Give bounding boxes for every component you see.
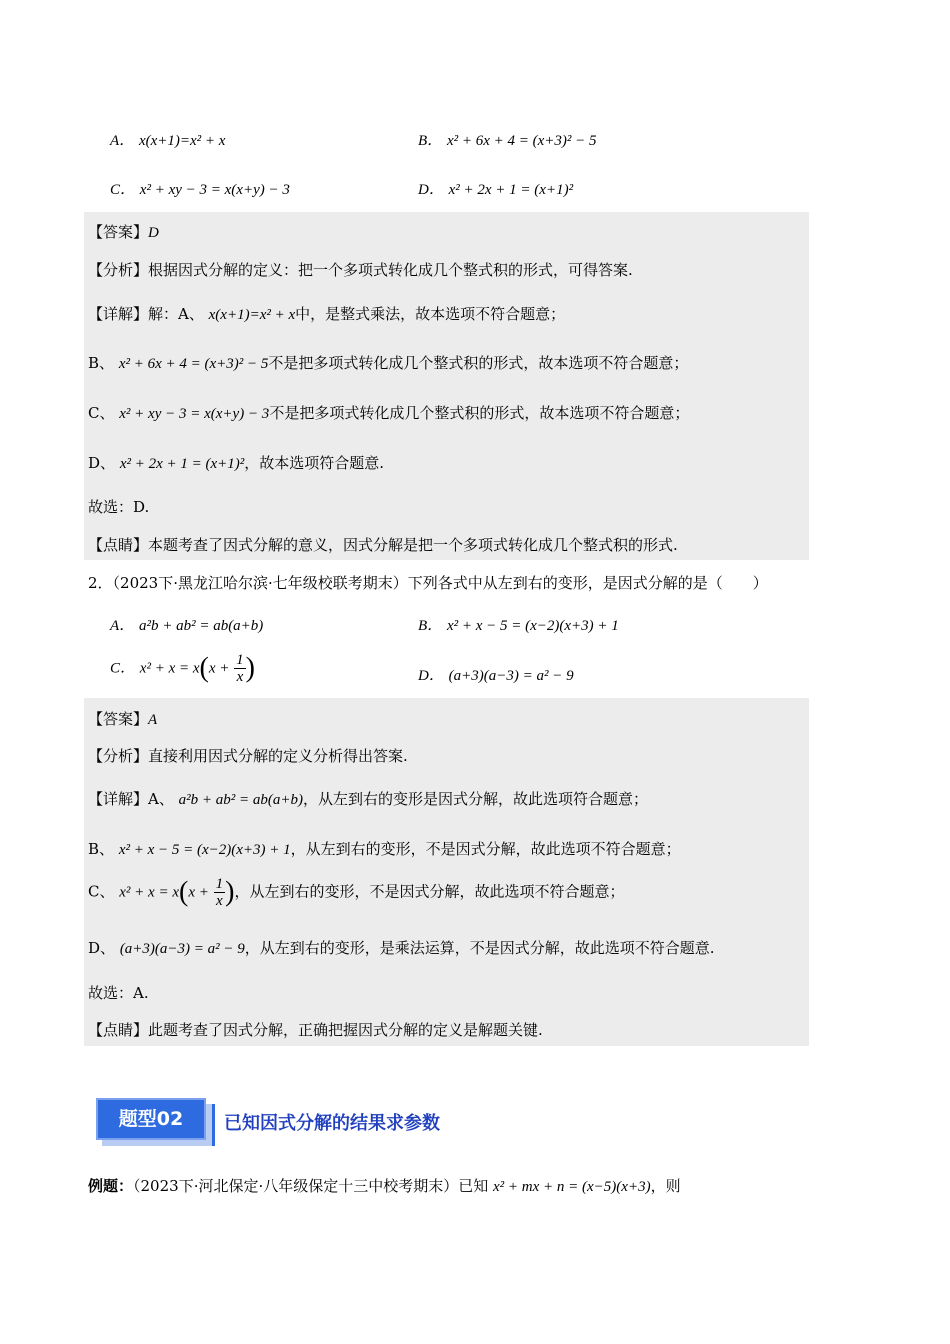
q1-option-c [110,178,290,199]
answer-value: A [148,712,158,728]
detail-expr: x² + 6x + 4 = (x+3)² − 5 [118,356,269,372]
detail-expr: x² + xy − 3 = x(x+y) − 3 [119,406,270,422]
detail-tag: 【详解】 [88,790,149,808]
q2-option-d [418,664,574,685]
analysis-text: 根据因式分解的定义：把一个多项式转化成几个整式积的形式，可得答案. [148,261,633,279]
detail-expr: x(x+1)=x² + x [208,307,296,323]
q1-option-d [418,178,573,199]
q2-stem: 2．（2023下·黑龙江哈尔滨·七年级校联考期末）下列各式中从左到右的变形，是因式分解的是（ ） [88,574,768,592]
option-label: D． [418,668,444,684]
section-title: 已知因式分解的结果求参数 [224,1113,440,1134]
example-line: 例题：（2023下·河北保定·八年级保定十三中校考期末）已知 x² + mx + n = (x−5)(x+3)，则 [88,1177,681,1195]
option-label: A． [110,133,135,149]
comment-tag: 【点睛】 [88,536,149,554]
badge-label: 题型02 [96,1098,206,1140]
option-label: B． [418,618,443,634]
q1-detail-line-4: D、 x² + 2x + 1 = (x+1)²，故本选项符合题意. [88,454,385,472]
option-expr: x(x+1)=x² + x [138,133,226,149]
section-badge [96,1098,212,1146]
example-expr: x² + mx + n = (x−5)(x+3) [493,1179,651,1195]
option-label: D． [418,182,444,198]
q2-analysis [88,745,408,766]
detail-tag: 【详解】 [88,305,149,323]
option-expr: (a+3)(a−3) = a² − 9 [448,668,574,684]
option-expr: x² + x = x [139,660,200,677]
comment-tag: 【点睛】 [88,1021,149,1039]
option-expr: x² + 2x + 1 = (x+1)² [448,182,574,198]
analysis-tag: 【分析】 [88,261,149,279]
example-text: （2023下·河北保定·八年级保定十三中校考期末）已知 [133,1177,489,1195]
option-label: A． [110,618,135,634]
detail-expr: x² + x − 5 = (x−2)(x+3) + 1 [118,842,291,858]
detail-expr: x² + x = x [119,884,179,901]
option-expr: x² + xy − 3 = x(x+y) − 3 [139,182,290,198]
analysis-tag: 【分析】 [88,747,149,765]
detail-expr: (a+3)(a−3) = a² − 9 [119,941,245,957]
q1-answer [88,221,159,242]
detail-expr: x² + 2x + 1 = (x+1)² [119,456,245,472]
option-expr: a²b + ab² = ab(a+b) [138,618,264,634]
q1-choose: 故选：D. [88,498,150,516]
q2-detail-line-3: C、 x² + x = x(x + $\frac{1}{x}$ )，从左到右的变形，不是因式分解，故此选项不符合题意； [88,876,625,909]
q2-option-c: C． x² + x = x(x + $\frac{1}{x}$ ) [110,652,255,685]
q2-option-a [110,614,263,635]
option-label: C． [110,182,136,198]
example-label: 例题： [88,1177,134,1195]
q1-detail-line-3: C、 x² + xy − 3 = x(x+y) − 3不是把多项式转化成几个整式积的形式，故本选项不符合题意； [88,404,690,422]
q2-choose: 故选：A. [88,984,149,1002]
analysis-text: 直接利用因式分解的定义分析得出答案. [148,747,408,765]
q1-detail-line-2: B、 x² + 6x + 4 = (x+3)² − 5不是把多项式转化成几个整式积的形式，故本选项不符合题意； [88,354,689,372]
option-expr: x² + x − 5 = (x−2)(x+3) + 1 [446,618,619,634]
option-expr: x² + 6x + 4 = (x+3)² − 5 [446,133,597,149]
answer-value: D [148,225,159,241]
option-label: B． [418,133,443,149]
q1-comment [88,534,678,555]
option-label: C． [110,660,136,677]
comment-text: 本题考查了因式分解的意义，因式分解是把一个多项式转化成几个整式积的形式. [148,536,678,554]
answer-tag: 【答案】 [88,223,149,241]
answer-tag: 【答案】 [88,710,149,728]
q2-detail-line-2: B、 x² + x − 5 = (x−2)(x+3) + 1，从左到右的变形，不是因式分解，故此选项不符合题意； [88,840,681,858]
fraction: $\frac{1}{x}$ [236,652,244,685]
q2-comment [88,1019,543,1040]
q1-option-a [110,129,225,150]
section-divider [212,1104,215,1146]
fraction: $\frac{1}{x}$ [215,876,224,909]
q2-option-b [418,614,619,635]
q2-detail-line-4: D、 (a+3)(a−3) = a² − 9，从左到右的变形，是乘法运算，不是因式分解，故此选项不符合题意. [88,939,715,957]
q2-detail-line-1: 【详解】A、 a²b + ab² = ab(a+b)，从左到右的变形是因式分解，故此选项符合题意； [88,790,649,808]
q1-option-b [418,129,597,150]
comment-text: 此题考查了因式分解，正确把握因式分解的定义是解题关键. [148,1021,543,1039]
detail-expr: a²b + ab² = ab(a+b) [178,792,303,808]
q1-analysis [88,259,633,280]
q1-detail-line-1: 【详解】解：A、 x(x+1)=x² + x中，是整式乘法，故本选项不符合题意； [88,305,566,323]
q2-answer [88,708,157,729]
